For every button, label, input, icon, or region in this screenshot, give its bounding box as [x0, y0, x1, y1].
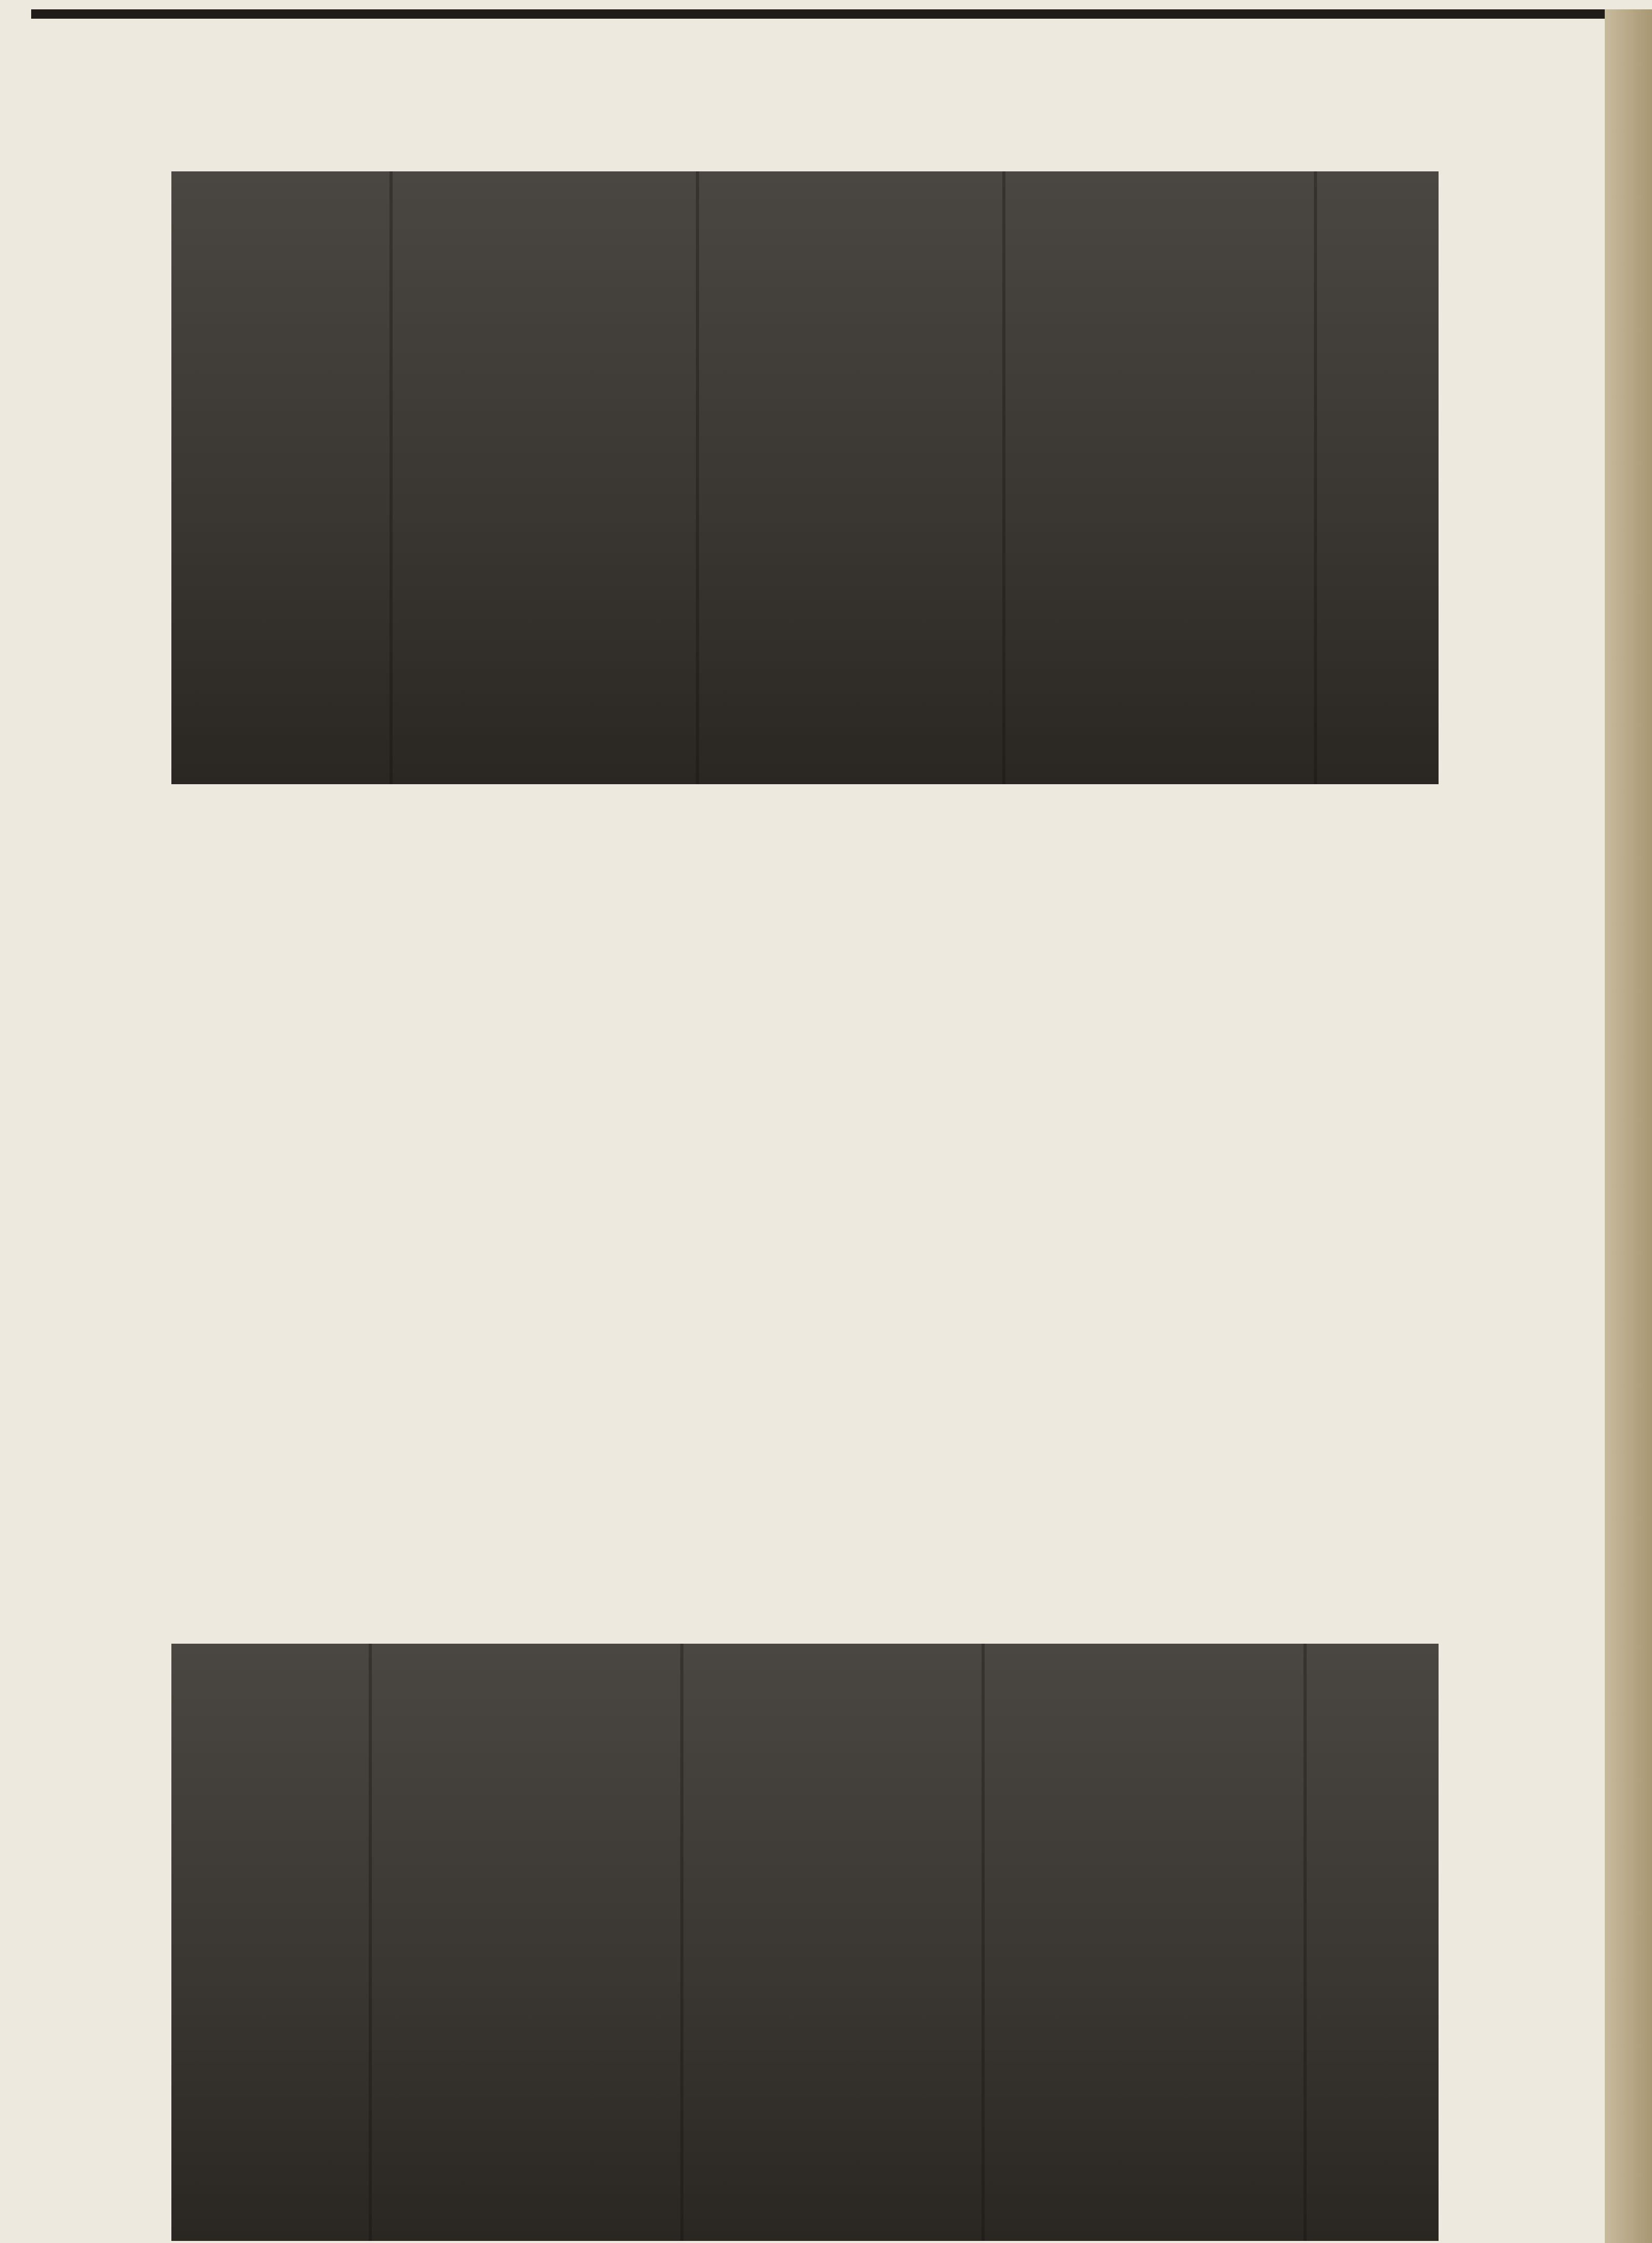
top-photo-caption-seated: [166, 834, 176, 856]
page-binding-edge: [1605, 9, 1652, 2243]
bottom-photo-caption-seated: [322, 1597, 331, 1620]
page-top-border: [31, 9, 1605, 19]
staff-photo-first-semester: [171, 171, 1439, 784]
top-photo-caption-standing: [166, 797, 176, 820]
bottom-photo-caption-standing: [322, 1561, 331, 1583]
staff-photo-second-semester: [171, 1644, 1439, 2241]
